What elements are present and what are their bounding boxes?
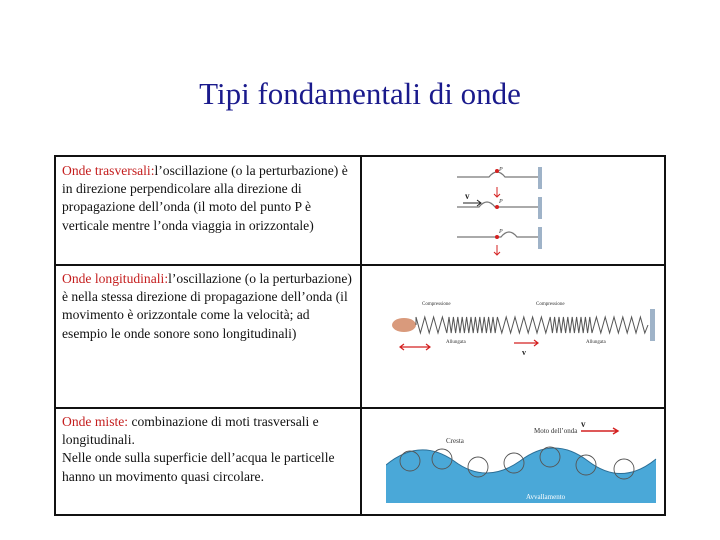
- label-stretched-right: Allungata: [586, 340, 606, 345]
- oscillation-arrow: [400, 344, 430, 350]
- wave-types-table: [54, 155, 666, 516]
- mixed-wave-figure: [386, 413, 662, 513]
- spring-wall: [650, 309, 655, 341]
- velocity-arrow: [514, 340, 538, 346]
- label-stretched-left: Allungata: [446, 340, 466, 345]
- label-p-3: P: [499, 229, 503, 235]
- label-p-2: P: [499, 199, 503, 205]
- transverse-description: [62, 162, 354, 235]
- transverse-keyword: Onde trasversali:: [62, 163, 155, 178]
- label-v: v: [465, 191, 470, 201]
- row-divider: [56, 407, 664, 409]
- wall-2: [538, 197, 542, 219]
- displacement-arrow-1: [494, 187, 500, 197]
- point-p-3: [495, 235, 499, 239]
- label-wave-motion: Moto dell’onda: [534, 427, 578, 435]
- mixed-description: [62, 413, 354, 486]
- column-divider: [360, 157, 362, 514]
- longitudinal-wave-figure: [386, 297, 656, 357]
- label-p-1: P: [499, 167, 503, 173]
- longitudinal-text: l’oscillazione (o la perturbazione) è nella stessa direzione di propagazione dell’onda (il movimento è orizzontale come la velocità; ad esempio le onde sonore sono longitudinali): [62, 271, 352, 341]
- hand-shape: [392, 318, 416, 332]
- wall-1: [538, 167, 542, 189]
- mixed-text-2: Nelle onde sulla superficie dell’acqua le particelle hanno un movimento quasi circolare.: [62, 450, 335, 484]
- label-compression-left: Compressione: [422, 302, 451, 307]
- rope-pulse-1: [457, 172, 539, 177]
- mixed-text: combinazione di moti trasversali e longitudinali.: [62, 414, 319, 448]
- label-v: v: [581, 419, 586, 429]
- label-compression-right: Compressione: [536, 302, 565, 307]
- label-trough: Avvallamento: [526, 493, 566, 501]
- displacement-arrow-2: [494, 245, 500, 255]
- longitudinal-keyword: Onde longitudinali:: [62, 271, 169, 286]
- point-p-2: [495, 205, 499, 209]
- mixed-keyword: Onde miste:: [62, 414, 129, 429]
- transverse-text: l’oscillazione (o la perturbazione) è in direzione perpendicolare alla direzione di propagazione dell’onda (il moto del punto P è verticale mentre l’onda viaggia in orizzontale): [62, 163, 348, 233]
- spring-coil: [416, 317, 648, 333]
- wall-3: [538, 227, 542, 249]
- row-divider: [56, 264, 664, 266]
- label-v: v: [522, 348, 526, 357]
- transverse-wave-figure: [451, 163, 551, 261]
- label-crest: Cresta: [446, 437, 464, 445]
- slide-title: Tipi fondamentali di onde: [199, 76, 521, 111]
- velocity-arrow: [581, 428, 618, 434]
- longitudinal-description: [62, 270, 354, 343]
